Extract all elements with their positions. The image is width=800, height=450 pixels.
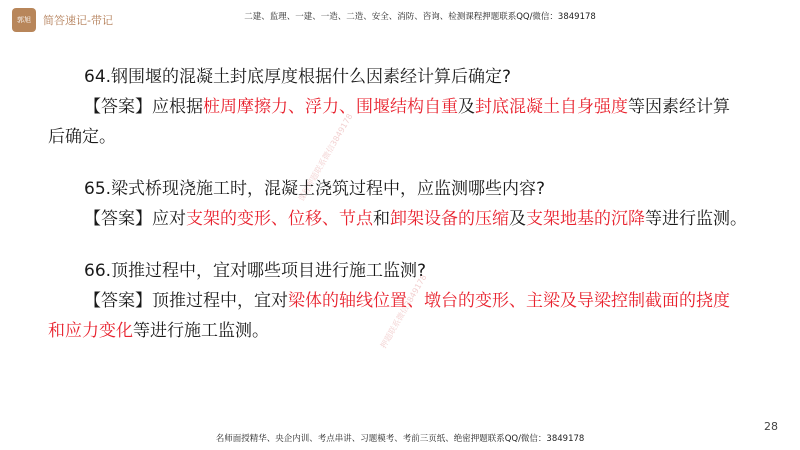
answer-keyword: 和应力变化 <box>48 321 133 341</box>
watermark: 押题联系微信3849178 <box>378 273 429 350</box>
qa-item <box>48 256 768 346</box>
answer-text: 等进行施工监测。 <box>133 321 269 341</box>
question-text: 66.顶推过程中，宜对哪些项目进行施工监测? <box>84 261 427 281</box>
answer-keyword: 桩周摩擦力、浮力、围堰结构自重 <box>203 97 458 117</box>
answer-text: 【答案】应对 <box>84 209 186 229</box>
answer-text: 及 <box>458 97 475 117</box>
answer-text: 【答案】顶推过程中，宜对 <box>84 291 288 311</box>
answer-text: 及 <box>509 209 526 229</box>
answer-text: 等进行监测。 <box>645 209 747 229</box>
answer-line <box>48 122 768 152</box>
answer-text: 后确定。 <box>48 127 116 147</box>
qa-list <box>48 62 768 368</box>
question-text: 65.梁式桥现浇施工时，混凝土浇筑过程中，应监测哪些内容? <box>84 179 546 199</box>
watermark: 课程押题联系微信3849178 <box>296 112 355 203</box>
answer-text: 等因素经计算 <box>628 97 730 117</box>
question-text: 64.钢围堰的混凝土封底厚度根据什么因素经计算后确定? <box>84 67 512 87</box>
qa-item <box>48 62 768 152</box>
page-number: 28 <box>764 420 778 433</box>
answer-text: 和 <box>373 209 390 229</box>
answer-keyword: 封底混凝土自身强度 <box>475 97 628 117</box>
answer-line <box>48 92 768 122</box>
answer-keyword: 支架地基的沉降 <box>526 209 645 229</box>
footer-contact-banner: 名师面授精华、央企内训、考点串讲、习题模考、考前三页纸、绝密押题联系QQ/微信：3849178 <box>215 434 585 444</box>
top-contact-banner: 二建、监理、一建、一造、二造、安全、消防、咨询、检测课程押题联系QQ/微信：3849178 <box>244 12 596 22</box>
answer-keyword: 卸架设备的压缩 <box>390 209 509 229</box>
answer-line <box>48 204 768 234</box>
answer-line <box>48 316 768 346</box>
slide-section-title: 简答速记-带记 <box>43 14 113 27</box>
qa-item <box>48 174 768 234</box>
answer-keyword: 梁体的轴线位置、墩台的变形、主梁及导梁控制截面的挠度 <box>288 291 730 311</box>
answer-line <box>48 286 768 316</box>
answer-keyword: 支架的变形、位移、节点 <box>186 209 373 229</box>
answer-text: 【答案】应根据 <box>84 97 203 117</box>
logo: 郭旭 <box>12 8 36 32</box>
